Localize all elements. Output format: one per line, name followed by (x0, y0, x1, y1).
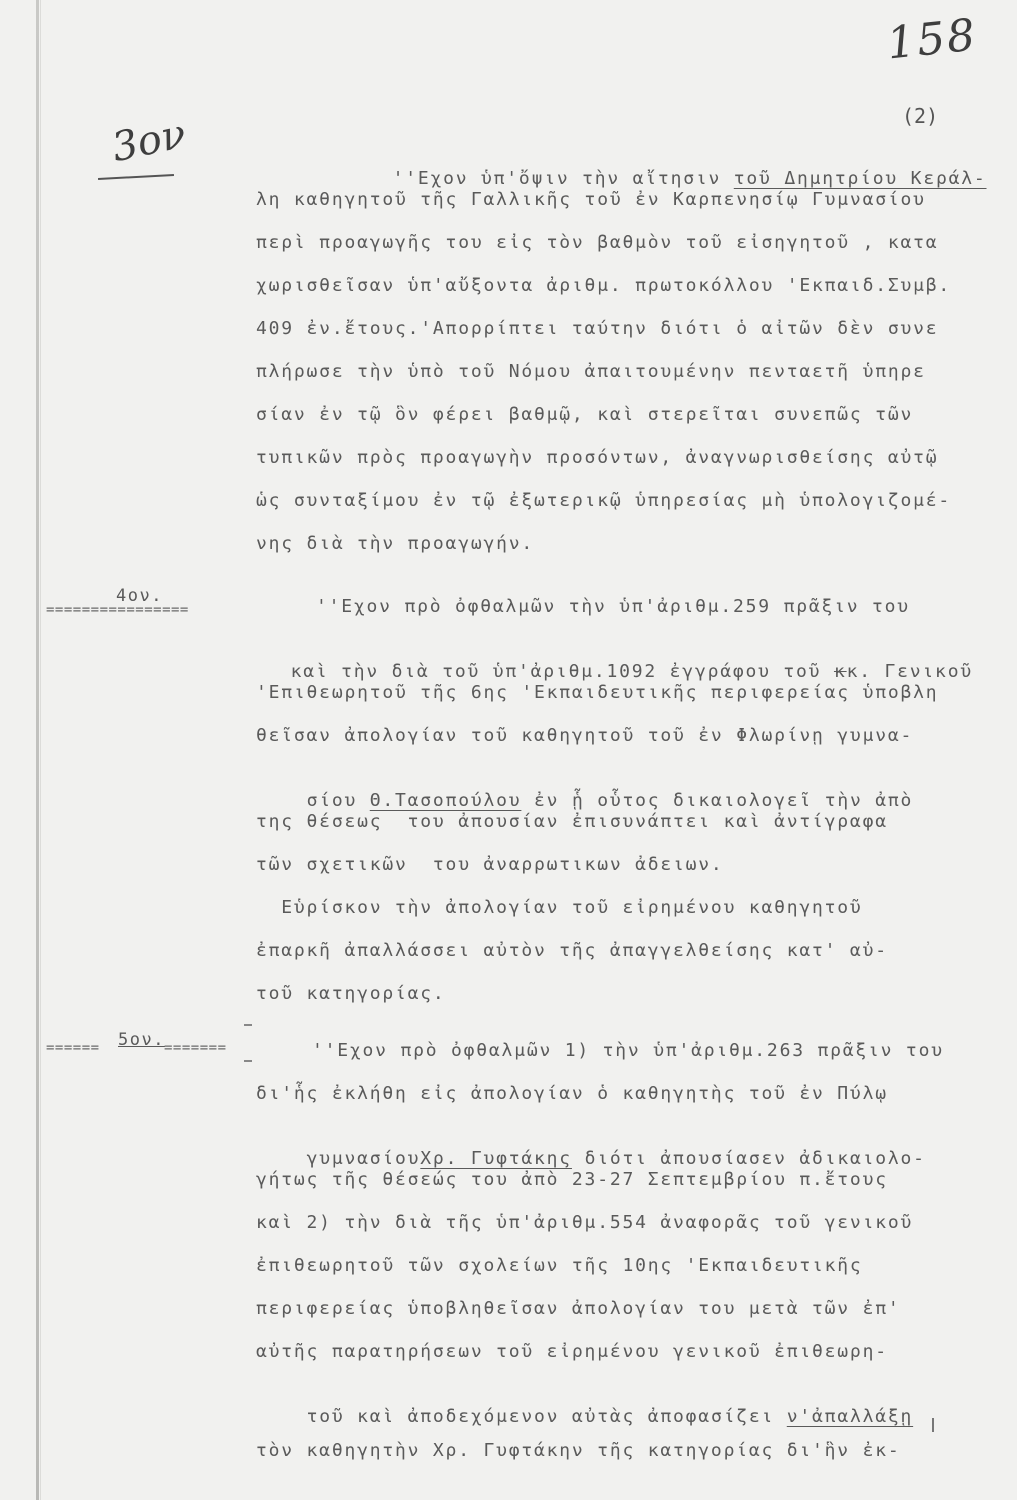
text-line: θεῖσαν ἀπολογίαν τοῦ καθηγητοῦ τοῦ ἐν Φλωρίνῃ γυμνα- (256, 725, 914, 746)
insertion-mark (932, 1418, 934, 1432)
text-line: τῶν σχετικῶν του ἀναρρωτικων ἀδειων. (256, 854, 724, 875)
text-line: σίου Θ.Τασοπούλου ἐν ᾗ οὗτος δικαιολογεῖ τὴν ἀπὸ (306, 790, 914, 811)
text-line: τυπικῶν πρὸς προαγωγὴν προσόντων, ἀναγνωρισθείσης αὐτῷ (256, 447, 939, 468)
text-line: ὡς συνταξίμου ἐν τῷ ἐξωτερικῷ ὑπηρεσίας μὴ ὑπολογιζομέ- (256, 490, 952, 511)
text-line: ἐπαρκῆ ἀπαλλάσσει αὐτὸν τῆς ἀπαγγελθείσης κατ' αὐ- (256, 940, 888, 961)
text-line: τοῦ κατηγορίας. (256, 983, 446, 1004)
text-line: ''Εχον πρὸ ὀφθαλμῶν τὴν ὑπ'ἀριθμ.259 πρᾶξιν του (316, 596, 910, 617)
margin-note-3rd: 3ον (108, 110, 190, 172)
text-line: τὸν καθηγητὴν Χρ. Γυφτάκην τῆς κατηγορίας δι'ἣν ἐκ- (256, 1440, 901, 1461)
text-line: περιφερείας ὑποβληθεῖσαν ἀπολογίαν του μετὰ τῶν ἐπ' (256, 1298, 901, 1319)
text-line: καὶ 2) τὴν διὰ τῆς ὑπ'ἀριθμ.554 ἀναφορᾶς τοῦ γενικοῦ (256, 1212, 914, 1233)
margin-note-underline (98, 174, 174, 180)
text-line: 409 ἐν.ἔτους.'Απορρίπτει ταύτην διότι ὁ αἰτῶν δὲν συνε (256, 318, 939, 339)
text-line: δι'ἧς ἐκλήθη εἰς ἀπολογίαν ὁ καθηγητὴς τοῦ ἐν Πύλῳ (256, 1083, 888, 1104)
section-rule-4: ================ (46, 602, 189, 618)
page-number: (2) (902, 104, 939, 128)
text-line: Εὑρίσκον τὴν ἀπολογίαν τοῦ εἰρημένου καθηγητοῦ (256, 897, 863, 918)
folio-number: 158 (884, 9, 980, 70)
text-line: αὐτῆς παρατηρήσεων τοῦ εἰρημένου γενικοῦ ἐπιθεωρη- (256, 1341, 888, 1362)
text-line: της θέσεως του ἀπουσίαν ἐπισυνάπτει καὶ ἀντίγραφα (256, 811, 888, 832)
text-line: ''Εχον ὑπ'ὄψιν τὴν αἴτησιν τοῦ Δημητρίου Κεράλ- (392, 168, 987, 189)
text-line: γήτως τῆς θέσεώς του ἀπὸ 23-27 Σεπτεμβρίου π.ἔτους (256, 1169, 888, 1190)
text-line: περὶ προαγωγῆς του εἰς τὸν βαθμὸν τοῦ εἰσηγητοῦ , κατα (256, 232, 939, 253)
text-line: ἐπιθεωρητοῦ τῶν σχολείων τῆς 10ης 'Εκπαιδευτικῆς (256, 1255, 863, 1276)
text-line: ''Εχον πρὸ ὀφθαλμῶν 1) τὴν ὑπ'ἀριθμ.263 πρᾶξιν του (312, 1040, 944, 1061)
section-label-5: 5ον. (118, 1030, 165, 1050)
text-line: τοῦ καὶ ἀποδεχόμενον αὐτὰς ἀποφασίζει ν'ἀπαλλάξῃ (306, 1406, 914, 1427)
text-line: 'Επιθεωρητοῦ τῆς 6ης 'Εκπαιδευτικῆς περιφερείας ὑποβλη (256, 682, 939, 703)
text-line: νης διὰ τὴν προαγωγήν. (256, 533, 535, 554)
text-line: λη καθηγητοῦ τῆς Γαλλικῆς τοῦ ἐν Καρπενησίῳ Γυμνασίου (256, 189, 926, 210)
margin-tick (244, 1060, 252, 1062)
text-line: καὶ τὴν διὰ τοῦ ὑπ'ἀριθμ.1092 ἐγγράφου τοῦ κκ. Γενικοῦ (290, 661, 973, 682)
text-line: πλήρωσε τὴν ὑπὸ τοῦ Νόμου ἀπαιτουμένην πενταετῆ ὑπηρε (256, 361, 926, 382)
text-line: γυμνασίουΧρ. Γυφτάκης διότι ἀπουσίασεν ἀδικαιολο- (306, 1148, 926, 1169)
left-margin-rule-inner (40, 0, 41, 1500)
left-margin-rule (36, 0, 39, 1500)
text-line: σίαν ἐν τῷ ὃν φέρει βαθμῷ, καὶ στερεῖται συνεπῶς τῶν (256, 404, 914, 425)
section-rule-5-right: ======= (164, 1040, 227, 1056)
margin-tick (244, 1024, 252, 1026)
text-line: χωρισθεῖσαν ὑπ'αὔξοντα ἀριθμ. πρωτοκόλλου 'Εκπαιδ.Συμβ. (256, 275, 952, 296)
section-rule-5-left: ====== (46, 1040, 100, 1056)
section-label-4: 4ον. (116, 586, 163, 606)
